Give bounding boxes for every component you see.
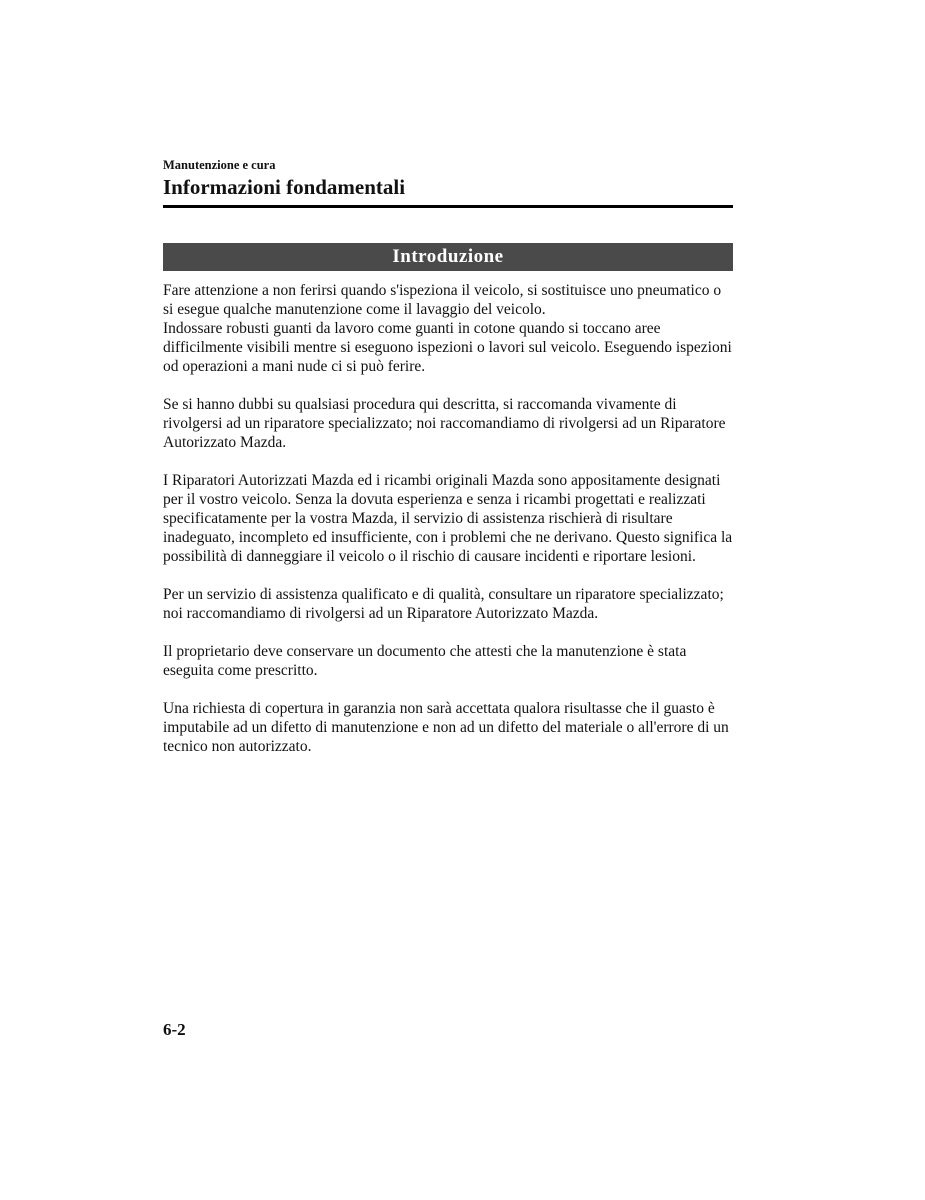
paragraph-warranty-claim: Una richiesta di copertura in garanzia non sarà accettata qualora risultasse che il guasto è imputabile ad un difetto di manutenzione e non ad un difetto del materiale o all'errore di un tecnico non autorizzato. [163,700,729,755]
header-divider [163,205,733,208]
paragraph-owner-record: Il proprietario deve conservare un documento che attesti che la manutenzione è stata eseguita come prescritto. [163,643,687,679]
paragraph-qualified-service: Per un servizio di assistenza qualificato e di qualità, consultare un riparatore specializzato; noi raccomandiamo di rivolgersi ad un Riparatore Autorizzato Mazda. [163,586,724,622]
body-text [163,281,733,775]
section-banner [163,243,733,271]
chapter-title: Informazioni fondamentali [163,175,406,199]
paragraph-gloves: Indossare robusti guanti da lavoro come guanti in cotone quando si toccano aree difficilmente visibili mentre si eseguono ispezioni o lavori sul veicolo. Eseguendo ispezioni od operazioni a mani nude ci si può ferire. [163,320,732,375]
paragraph-caution-injury: Fare attenzione a non ferirsi quando s'ispeziona il veicolo, si sostituisce uno pneumatico o si esegue qualche manutenzione come il lavaggio del veicolo. [163,282,722,318]
paragraph-authorized-repairers: I Riparatori Autorizzati Mazda ed i ricambi originali Mazda sono appositamente designati per il vostro veicolo. Senza la dovuta esperienza e senza i ricambi progettati e realizzati specificatamente per la vostra Mazda, il servizio di assistenza rischierà di risultare inadeguato, incompleto ed insufficiente, con i problemi che ne derivano. Questo significa la possibilità di danneggiare il veicolo o il rischio di causare incidenti e riportare lesioni. [163,472,733,565]
page-number: 6-2 [163,1020,186,1039]
doc-header [163,158,733,199]
section-label: Manutenzione e cura [163,158,276,172]
manual-page [163,0,733,1200]
banner-title: Introduzione [392,246,504,267]
paragraph-doubts-procedure: Se si hanno dubbi su qualsiasi procedura qui descritta, si raccomanda vivamente di rivolgersi ad un riparatore specializzato; noi raccomandiamo di rivolgersi ad un Riparatore Autorizzato Mazda. [163,396,726,451]
